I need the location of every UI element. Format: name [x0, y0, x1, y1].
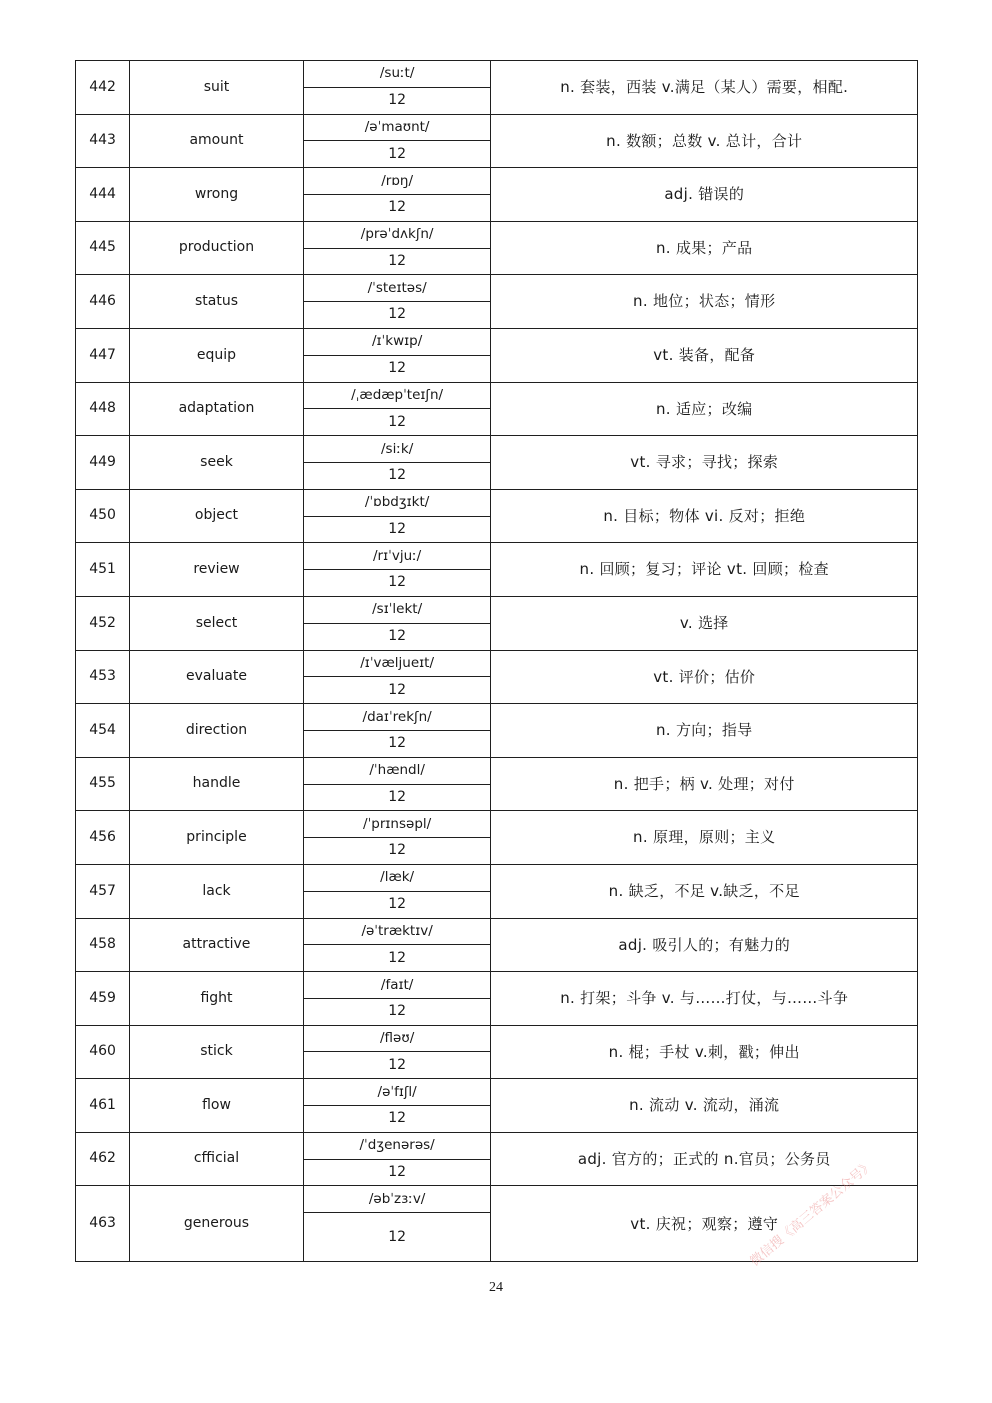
- entry-frequency: 12: [303, 87, 491, 114]
- entry-frequency: 12: [303, 302, 491, 329]
- entry-number: 457: [76, 864, 130, 918]
- entry-frequency: 12: [303, 784, 491, 811]
- entry-meaning: v. 选择: [491, 596, 918, 650]
- table-row: [76, 757, 918, 784]
- entry-meaning: n. 打架；斗争 v. 与……打仗，与……斗争: [491, 972, 918, 1026]
- entry-phonetic: /rɒŋ/: [303, 168, 491, 195]
- entry-frequency: 12: [303, 1159, 491, 1186]
- table-row: [76, 436, 918, 463]
- entry-meaning: n. 适应；改编: [491, 382, 918, 436]
- entry-phonetic: /daɪˈrekʃn/: [303, 704, 491, 731]
- entry-frequency: 12: [303, 677, 491, 704]
- entry-phonetic: /ɪˈvæljueɪt/: [303, 650, 491, 677]
- entry-meaning: n. 成果；产品: [491, 221, 918, 275]
- entry-word: flow: [130, 1079, 304, 1133]
- entry-meaning: vt. 寻求；寻找；探索: [491, 436, 918, 490]
- vocabulary-table: [75, 60, 918, 1262]
- entry-word: generous: [130, 1186, 304, 1262]
- entry-meaning: n. 棍；手杖 v.刺，戳；伸出: [491, 1025, 918, 1079]
- entry-phonetic: /ɪˈkwɪp/: [303, 328, 491, 355]
- entry-number: 459: [76, 972, 130, 1026]
- entry-frequency: 12: [303, 945, 491, 972]
- table-row: [76, 61, 918, 88]
- entry-number: 454: [76, 704, 130, 758]
- table-row: [76, 275, 918, 302]
- entry-word: status: [130, 275, 304, 329]
- entry-number: 449: [76, 436, 130, 490]
- entry-word: production: [130, 221, 304, 275]
- entry-phonetic: /ˈhændl/: [303, 757, 491, 784]
- entry-word: object: [130, 489, 304, 543]
- entry-word: evaluate: [130, 650, 304, 704]
- entry-word: wrong: [130, 168, 304, 222]
- entry-number: 461: [76, 1079, 130, 1133]
- table-row: [76, 543, 918, 570]
- entry-word: seek: [130, 436, 304, 490]
- table-row: [76, 328, 918, 355]
- entry-word: stick: [130, 1025, 304, 1079]
- entry-meaning: adj. 错误的: [491, 168, 918, 222]
- entry-phonetic: /ˌædæpˈteɪʃn/: [303, 382, 491, 409]
- table-row: [76, 221, 918, 248]
- entry-number: 453: [76, 650, 130, 704]
- entry-number: 458: [76, 918, 130, 972]
- entry-number: 460: [76, 1025, 130, 1079]
- entry-word: fight: [130, 972, 304, 1026]
- entry-frequency: 12: [303, 998, 491, 1025]
- entry-word: select: [130, 596, 304, 650]
- entry-phonetic: /sɪˈlekt/: [303, 596, 491, 623]
- entry-number: 452: [76, 596, 130, 650]
- entry-meaning: n. 套装，西装 v.满足（某人）需要，相配.: [491, 61, 918, 115]
- entry-word: direction: [130, 704, 304, 758]
- entry-frequency: 12: [303, 141, 491, 168]
- entry-phonetic: /prəˈdʌkʃn/: [303, 221, 491, 248]
- entry-number: 455: [76, 757, 130, 811]
- entry-phonetic: /əbˈzɜːv/: [303, 1186, 491, 1213]
- entry-frequency: 12: [303, 516, 491, 543]
- entry-meaning: n. 回顾；复习；评论 vt. 回顾；检查: [491, 543, 918, 597]
- entry-frequency: 12: [303, 409, 491, 436]
- entry-frequency: 12: [303, 1106, 491, 1133]
- entry-meaning: n. 地位；状态；情形: [491, 275, 918, 329]
- entry-frequency: 12: [303, 570, 491, 597]
- entry-phonetic: /fləʊ/: [303, 1025, 491, 1052]
- entry-word: adaptation: [130, 382, 304, 436]
- table-row: [76, 168, 918, 195]
- entry-meaning: n. 数额；总数 v. 总计，合计: [491, 114, 918, 168]
- entry-word: suit: [130, 61, 304, 115]
- table-row: [76, 1186, 918, 1213]
- entry-phonetic: /suːt/: [303, 61, 491, 88]
- table-row: [76, 704, 918, 731]
- entry-word: review: [130, 543, 304, 597]
- entry-word: amount: [130, 114, 304, 168]
- entry-phonetic: /ˈdʒenərəs/: [303, 1132, 491, 1159]
- entry-frequency: 12: [303, 462, 491, 489]
- page-number: 24: [489, 1280, 503, 1295]
- table-row: [76, 1025, 918, 1052]
- entry-meaning: n. 原理，原则；主义: [491, 811, 918, 865]
- entry-frequency: 12: [303, 194, 491, 221]
- entry-phonetic: /faɪt/: [303, 972, 491, 999]
- entry-number: 443: [76, 114, 130, 168]
- entry-phonetic: /əˈmaʊnt/: [303, 114, 491, 141]
- entry-number: 444: [76, 168, 130, 222]
- entry-phonetic: /əˈtræktɪv/: [303, 918, 491, 945]
- table-row: [76, 382, 918, 409]
- entry-phonetic: /ˈsteɪtəs/: [303, 275, 491, 302]
- entry-meaning: n. 把手；柄 v. 处理；对付: [491, 757, 918, 811]
- entry-frequency: 12: [303, 730, 491, 757]
- vocabulary-table-body: [76, 61, 918, 1262]
- entry-meaning: adj. 吸引人的；有魅力的: [491, 918, 918, 972]
- entry-number: 446: [76, 275, 130, 329]
- table-row: [76, 864, 918, 891]
- entry-meaning: n. 流动 v. 流动，涌流: [491, 1079, 918, 1133]
- entry-phonetic: /ˈprɪnsəpl/: [303, 811, 491, 838]
- table-row: [76, 489, 918, 516]
- table-row: [76, 650, 918, 677]
- table-row: [76, 972, 918, 999]
- table-row: [76, 1132, 918, 1159]
- table-row: [76, 811, 918, 838]
- table-row: [76, 1079, 918, 1106]
- entry-number: 448: [76, 382, 130, 436]
- entry-frequency: 12: [303, 838, 491, 865]
- entry-frequency: 12: [303, 623, 491, 650]
- entry-word: principle: [130, 811, 304, 865]
- entry-meaning: n. 方向；指导: [491, 704, 918, 758]
- entry-meaning: vt. 庆祝；观察；遵守: [491, 1186, 918, 1262]
- entry-number: 442: [76, 61, 130, 115]
- entry-number: 447: [76, 328, 130, 382]
- entry-frequency: 12: [303, 1213, 491, 1262]
- entry-number: 445: [76, 221, 130, 275]
- entry-word: attractive: [130, 918, 304, 972]
- entry-phonetic: /siːk/: [303, 436, 491, 463]
- entry-meaning: n. 目标；物体 vi. 反对；拒绝: [491, 489, 918, 543]
- watermark-text: 微信搜《高三答案公众号》: [747, 1157, 877, 1270]
- table-row: [76, 114, 918, 141]
- entry-number: 450: [76, 489, 130, 543]
- entry-meaning: vt. 装备，配备: [491, 328, 918, 382]
- entry-frequency: 12: [303, 248, 491, 275]
- entry-frequency: 12: [303, 891, 491, 918]
- entry-frequency: 12: [303, 355, 491, 382]
- entry-meaning: adj. 官方的；正式的 n.官员；公务员: [491, 1132, 918, 1186]
- entry-meaning: vt. 评价；估价: [491, 650, 918, 704]
- entry-frequency: 12: [303, 1052, 491, 1079]
- entry-phonetic: /əˈfɪʃl/: [303, 1079, 491, 1106]
- entry-number: 451: [76, 543, 130, 597]
- table-row: [76, 596, 918, 623]
- entry-number: 456: [76, 811, 130, 865]
- entry-phonetic: /ˈɒbdʒɪkt/: [303, 489, 491, 516]
- entry-word: handle: [130, 757, 304, 811]
- entry-number: 462: [76, 1132, 130, 1186]
- table-row: [76, 918, 918, 945]
- entry-word: cfficial: [130, 1132, 304, 1186]
- entry-word: equip: [130, 328, 304, 382]
- entry-phonetic: /rɪˈvjuː/: [303, 543, 491, 570]
- entry-meaning: n. 缺乏，不足 v.缺乏，不足: [491, 864, 918, 918]
- entry-number: 463: [76, 1186, 130, 1262]
- entry-word: lack: [130, 864, 304, 918]
- entry-phonetic: /læk/: [303, 864, 491, 891]
